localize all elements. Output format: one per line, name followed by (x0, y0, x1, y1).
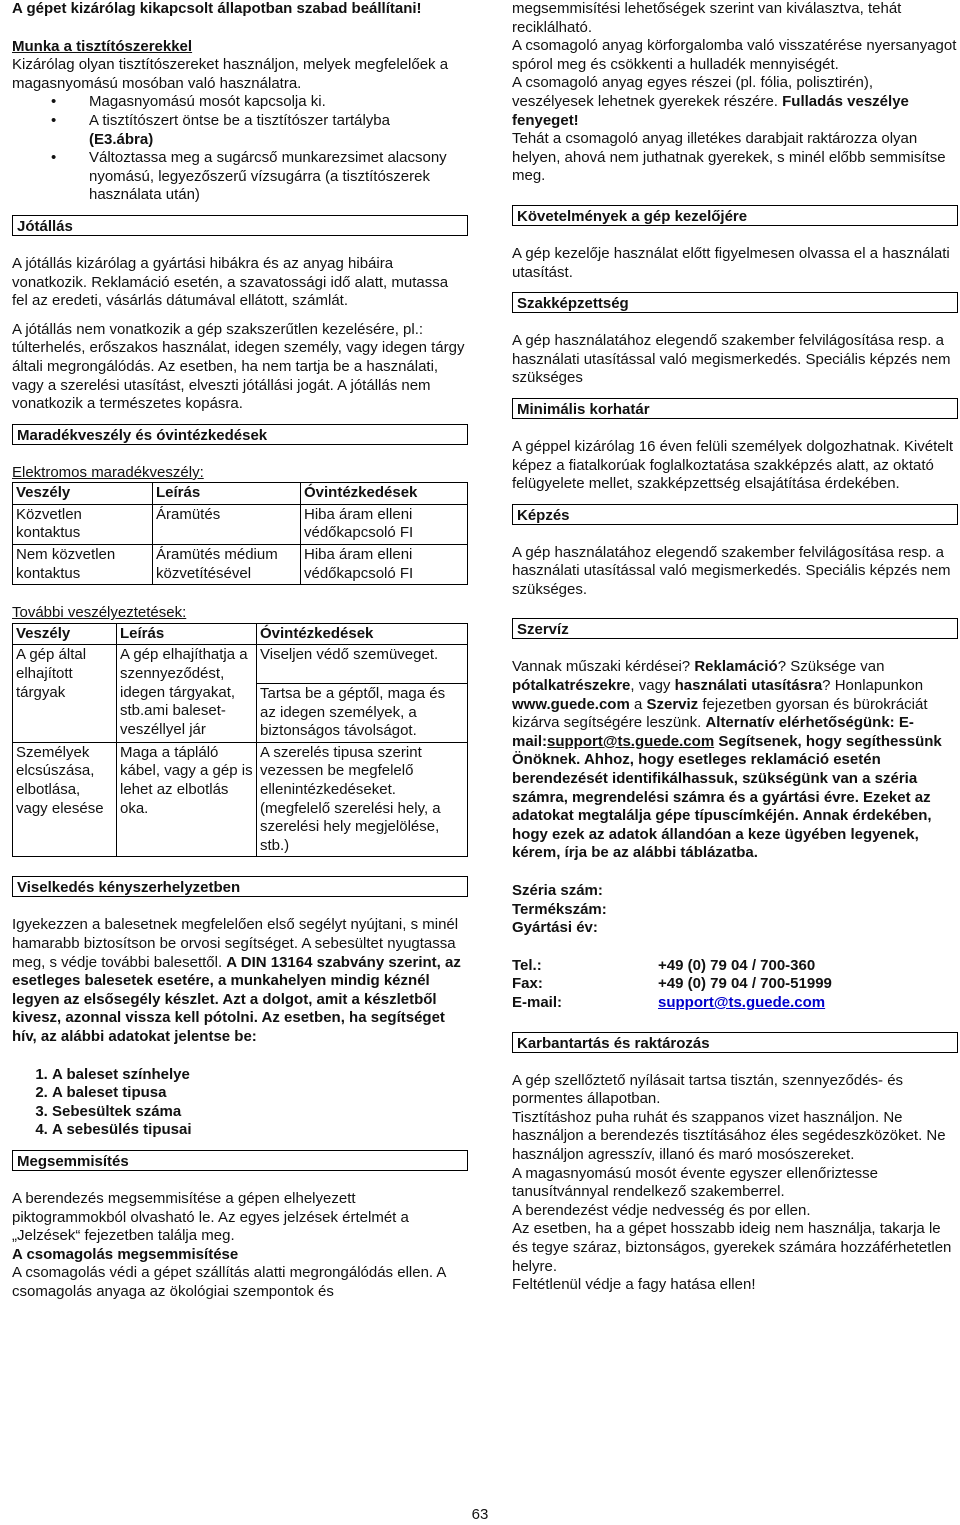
list-item: 3. Sebesültek száma (52, 1103, 468, 1122)
age-text: A géppel kizárólag 16 éven felüli személyek dolgozhatnak. Kivételt képez a fiatalkorúak foglalkoztatása szakképzés alatt, az oktató felügyelete mellet, szakképzettség elsajátítása érdekében. (512, 437, 954, 493)
left-column (12, 0, 468, 1301)
operator-text: A gép kezelője használat előtt figyelmesen olvassa el a használati utasítást. (512, 244, 950, 281)
precaution-1: Viseljen védő szemüveget. (257, 645, 467, 684)
table-cell: Áramütés (153, 504, 301, 544)
risk-heading: Maradékveszély és óvintézkedések (12, 424, 468, 445)
emergency-text: Igyekezzen a balesetnek megfelelően első segélyt nyújtani, s minél hamarabb biztosítson be orvosi segítséget. A sebesültet nyugtassa meg, s védje további balesettől. A DIN 13164 szabvány szerint, az esetleges balesetek esetére, a munkahelyen mindig kéznél legyen az elsősegély készlet. Azt a dolgot, amit a készletből kivesz, azonnal vissza kell pótolni. Az esetben, ha segítséget hív, az alábbi adatokat jelentse be: (12, 916, 461, 1045)
electric-risk-table (12, 482, 468, 585)
table-cell: Maga a tápláló kábel, vagy a gép is lehet az elbotlás oka. (117, 742, 257, 857)
maint-line: Tisztításhoz puha ruhát és szappanos vizet használjon. Ne használjon a berendezés tisztításához éles segédeszközöket. Ne használjon agresszív, illanó és maró mosószereket. (512, 1108, 946, 1163)
table-cell: A gép által elhajított tárgyak (13, 645, 117, 742)
table-cell: Hiba áram elleni védőkapcsoló FI (301, 545, 468, 585)
qualification-heading: Szakképzettség (512, 292, 958, 313)
maint-line: A berendezést védje nedvesség és por ellen. (512, 1201, 811, 1219)
emergency-heading: Viselkedés kényszerhelyzetben (12, 876, 468, 897)
service-text: Vannak műszaki kérdései? Reklamáció? Szüksége van pótalkatrészekre, vagy használati utasításra? Honlapunkon www.guede.com a Szerviz fejezetben gyorsan és bürokráciát kizárva segítségére leszünk. Alternatív elérhetőségünk: E-mail:support@ts.guede.com Segítsenek, hogy segíthessünk Önöknek. Ahhoz, hogy esetleges reklamáció esetén berendezését identifikálhassuk, szükségünk van a széria számra, megrendelési számra és a gyártási évre. Ezeket az adatokat megtalálja gépe típuscímkéjén. Annak érdekében, hogy ezek az adatok állandóan a keze ügyében legyenek, kérem, írja be az alábbi táblázatba. (512, 658, 942, 862)
table-cell: Közvetlen kontaktus (13, 504, 153, 544)
disposal-heading: Megsemmisítés (12, 1150, 468, 1171)
intro-warning: A gépet kizárólag kikapcsolt állapotban szabad beállítani! (12, 0, 422, 17)
table-row: Tel.: +49 (0) 79 04 / 700-360 (512, 956, 816, 974)
table-cell (257, 645, 468, 742)
list-item: 1. A baleset színhelye (52, 1066, 468, 1085)
cleaning-text: Kizárólag olyan tisztítószereket használjon, melyek megfelelőek a magasnyomású mosóban való használatra. (12, 56, 449, 92)
packaging-cont: megsemmisítési lehetőségek szerint van kiválasztva, tehát reciklálható. (512, 0, 902, 36)
field-serial: Széria szám: (512, 882, 603, 899)
packaging-title: A csomagolás megsemmisítése (12, 1245, 239, 1263)
maint-line: Az esetben, ha a gépet hosszabb ideig nem használja, takarja le és tegye száraz, biztonságos, gyerekek számára hozzáférhetetlen helyre. (512, 1220, 952, 1275)
table-row (13, 545, 468, 585)
cleaning-steps (12, 93, 468, 205)
electric-risk-title: Elektromos maradékveszély: (12, 463, 204, 481)
warranty-heading: Jótállás (12, 215, 468, 236)
table-row (13, 645, 468, 742)
table-header: Óvintézkedések (301, 483, 468, 505)
table-cell: A gép elhajíthatja a szennyeződést, idegen tárgyakat, stb.ami baleset-veszéllyel jár (117, 645, 257, 742)
table-cell: Nem közvetlen kontaktus (13, 545, 153, 585)
table-row (13, 504, 468, 544)
packaging-p2: A csomagoló anyag körforgalomba való visszatérése nyersanyagot spórol meg és csökkenti a hulladék mennyiségét. (512, 37, 957, 73)
table-header: Óvintézkedések (257, 623, 468, 645)
table-header: Leírás (117, 623, 257, 645)
age-heading: Minimális korhatár (512, 398, 958, 419)
table-row: Fax: +49 (0) 79 04 / 700-51999 (512, 975, 832, 993)
list-item: 4. A sebesülés tipusai (52, 1121, 468, 1140)
warranty-text-2: A jótállás nem vonatkozik a gép szakszerűtlen kezelésére, pl.: túlterhelés, erőszakos használat, idegen személy, vagy idegen tárgy általi megrongálódás. Az esetben, ha nem tartja be a használati, vagy a szerelési utasítást, elveszti jótállási jogát. A jótállás nem vonatkozik a természetes kopásra. (12, 320, 465, 413)
list-item: 2. A baleset tipusa (52, 1084, 468, 1103)
service-heading: Szervíz (512, 618, 958, 639)
page-number: 63 (471, 1506, 489, 1523)
table-cell: Személyek elcsúszása, elbotlása, vagy elesése (13, 742, 117, 857)
further-risk-title: További veszélyeztetések: (12, 604, 187, 622)
list-item: • Változtassa meg a sugárcső munkarezsimet alacsony nyomású, legyezőszerű vízsugárra (a tisztítószerek használata után) (89, 149, 468, 205)
email-link[interactable]: support@ts.guede.com (658, 993, 826, 1011)
table-header: Leírás (153, 483, 301, 505)
list-item: • Magasnyomású mosót kapcsolja ki. (89, 93, 468, 112)
operator-heading: Követelmények a gép kezelőjére (512, 205, 958, 226)
right-column (512, 0, 958, 1295)
qualification-text: A gép használatához elegendő szakember felvilágosítása resp. a használati utasítással való megismerkedés. Speciális képzés nem szükséges (512, 332, 951, 387)
table-header: Veszély (13, 483, 153, 505)
packaging-p4: Tehát a csomagoló anyag illetékes darabjait raktározza olyan helyen, ahová nem juthatnak gyerekek, s minél előbb semmisítse meg. (512, 130, 946, 185)
warranty-text-1: A jótállás kizárólag a gyártási hibákra és az anyag hibáira vonatkozik. Reklamáció esetén, a szavatossági idő alatt, mutassa fel az eredeti, vásárlás dátumával ellátott, számlát. (12, 254, 449, 310)
maint-line: Feltétlenül védje a fagy hatása ellen! (512, 1276, 756, 1294)
training-heading: Képzés (512, 504, 958, 525)
website-link[interactable]: www.guede.com (512, 695, 630, 713)
precaution-2: Tartsa be a géptől, maga és az idegen személyek, a biztonságos távolságot. (260, 685, 446, 740)
support-email-link[interactable]: support@ts.guede.com (547, 732, 715, 750)
table-cell: Áramütés médium közvetítésével (153, 545, 301, 585)
list-item: • A tisztítószert öntse be a tisztítószer tartályba (E3.ábra) (89, 112, 468, 149)
table-cell: A szerelés tipusa szerint vezessen be megfelelő ellenintézkedéseket. (megfelelő szerelési hely, a szerelési hely megjelölése, stb.) (257, 742, 468, 857)
maintenance-heading: Karbantartás és raktározás (512, 1032, 958, 1053)
field-year: Gyártási év: (512, 919, 598, 937)
packaging-p3: A csomagoló anyag egyes részei (pl. fólia, polisztirén), veszélyesek lehetnek gyerekek részére. Fulladás veszélye fenyeget! (512, 74, 909, 129)
table-row (13, 742, 468, 857)
cleaning-title: Munka a tisztítószerekkel (12, 37, 193, 55)
emergency-list (12, 1066, 468, 1140)
further-risk-table (12, 623, 468, 858)
table-row: E-mail: support@ts.guede.com (512, 993, 826, 1011)
maint-line: A gép szellőztető nyílásait tartsa tisztán, szennyeződés- és pormentes állapotban. (512, 1071, 904, 1108)
training-text: A gép használatához elegendő szakember felvilágosítása resp. a használati utasítással való megismerkedés. Speciális képzés nem szükséges. (512, 543, 951, 598)
disposal-text: A berendezés megsemmisítése a gépen elhelyezett piktogrammokból olvasható le. Az egyes jelzések értelmét a „Jelzések“ fejezetben találja meg. (12, 1189, 409, 1245)
packaging-text: A csomagolás védi a gépet szállítás alatti megrongálódás ellen. A csomagolás anyaga az ökológiai szempontok és (12, 1264, 446, 1300)
field-product: Termékszám: (512, 900, 607, 918)
figure-ref: (E3.ábra) (89, 130, 154, 148)
contact-table (512, 957, 832, 1013)
table-header: Veszély (13, 623, 117, 645)
maint-line: A magasnyomású mosót évente egyszer ellenőriztesse tanusítvánnyal rendelkező szakemberrel. (512, 1164, 879, 1201)
table-cell: Hiba áram elleni védőkapcsoló FI (301, 504, 468, 544)
